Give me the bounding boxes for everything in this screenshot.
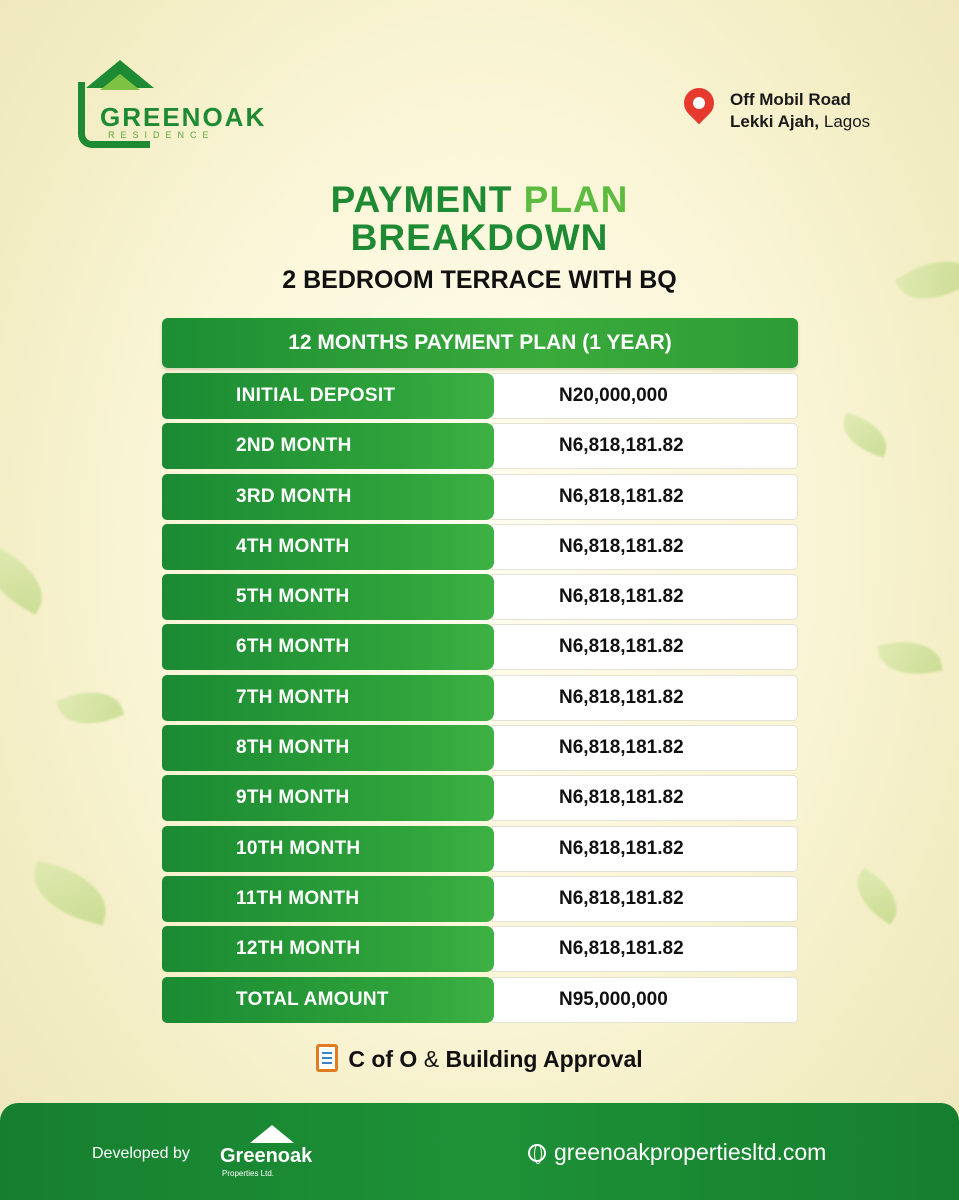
row-label: 7TH MONTH xyxy=(162,675,494,721)
table-row xyxy=(162,775,798,821)
decor-leaf xyxy=(877,635,942,681)
house-roof-inner-icon xyxy=(100,74,140,90)
property-subtitle: 2 BEDROOM TERRACE WITH BQ xyxy=(282,266,677,294)
table-row xyxy=(162,474,798,520)
table-row xyxy=(162,373,798,419)
title-part1: PAYMENT xyxy=(330,179,513,220)
table-row xyxy=(162,977,798,1023)
location-area: Lekki Ajah, xyxy=(730,112,820,131)
row-amount: N6,818,181.82 xyxy=(492,826,798,872)
row-label: 12TH MONTH xyxy=(162,926,494,972)
row-amount: N6,818,181.82 xyxy=(492,574,798,620)
row-amount: N6,818,181.82 xyxy=(492,876,798,922)
row-amount: N6,818,181.82 xyxy=(492,474,798,520)
row-amount: N6,818,181.82 xyxy=(492,624,798,670)
row-label: 11TH MONTH xyxy=(162,876,494,922)
plan-header: 12 MONTHS PAYMENT PLAN (1 YEAR) xyxy=(162,318,798,368)
row-label: 5TH MONTH xyxy=(162,574,494,620)
page-title-line2: BREAKDOWN xyxy=(350,217,609,258)
location-block xyxy=(684,88,914,138)
location-line1: Off Mobil Road xyxy=(730,90,851,109)
row-label: INITIAL DEPOSIT xyxy=(162,373,494,419)
row-label: 4TH MONTH xyxy=(162,524,494,570)
approval-building: Building Approval xyxy=(445,1046,643,1072)
row-amount: N6,818,181.82 xyxy=(492,423,798,469)
house-roof-icon xyxy=(250,1125,294,1143)
table-row xyxy=(162,826,798,872)
location-line2 xyxy=(730,112,870,132)
location-city: Lagos xyxy=(819,112,871,131)
row-label: 10TH MONTH xyxy=(162,826,494,872)
row-amount: N6,818,181.82 xyxy=(492,725,798,771)
table-row xyxy=(162,926,798,972)
row-label: 3RD MONTH xyxy=(162,474,494,520)
table-row xyxy=(162,524,798,570)
globe-icon xyxy=(528,1144,546,1162)
table-row xyxy=(162,876,798,922)
row-amount: N20,000,000 xyxy=(492,373,798,419)
brand-logo xyxy=(78,60,267,152)
approval-amp: & xyxy=(417,1046,446,1072)
developer-logo xyxy=(220,1125,330,1185)
row-label: 9TH MONTH xyxy=(162,775,494,821)
brand-name: GREENOAK xyxy=(100,102,267,132)
row-amount: N6,818,181.82 xyxy=(492,775,798,821)
decor-leaf xyxy=(0,545,55,615)
approval-cofo: C of O xyxy=(348,1046,418,1072)
location-pin-icon xyxy=(678,82,720,124)
developed-by-label: Developed by xyxy=(92,1145,190,1162)
row-label: 8TH MONTH xyxy=(162,725,494,771)
decor-leaf xyxy=(56,681,125,735)
row-amount: N6,818,181.82 xyxy=(492,675,798,721)
page-title xyxy=(0,180,959,220)
decor-leaf xyxy=(25,860,114,925)
decor-leaf xyxy=(846,867,909,924)
decor-leaf xyxy=(836,412,893,457)
title-part2: PLAN xyxy=(523,179,629,220)
row-amount: N95,000,000 xyxy=(492,977,798,1023)
table-row xyxy=(162,725,798,771)
plan-rows xyxy=(162,373,798,1023)
row-label: 2ND MONTH xyxy=(162,423,494,469)
row-label: TOTAL AMOUNT xyxy=(162,977,494,1023)
brand-tagline: RESIDENCE xyxy=(108,130,215,140)
approval-line xyxy=(0,1044,959,1073)
document-icon xyxy=(316,1044,338,1072)
table-row xyxy=(162,574,798,620)
row-amount: N6,818,181.82 xyxy=(492,926,798,972)
table-row xyxy=(162,423,798,469)
table-row xyxy=(162,675,798,721)
website-text: greenoakpropertiesltd.com xyxy=(554,1139,827,1165)
footer xyxy=(0,1103,959,1200)
website-link[interactable] xyxy=(528,1139,826,1166)
developer-name: Greenoak xyxy=(220,1145,313,1167)
row-label: 6TH MONTH xyxy=(162,624,494,670)
table-row xyxy=(162,624,798,670)
row-amount: N6,818,181.82 xyxy=(492,524,798,570)
payment-plan-table xyxy=(162,318,798,1027)
developer-sub: Properties Ltd. xyxy=(222,1169,275,1178)
